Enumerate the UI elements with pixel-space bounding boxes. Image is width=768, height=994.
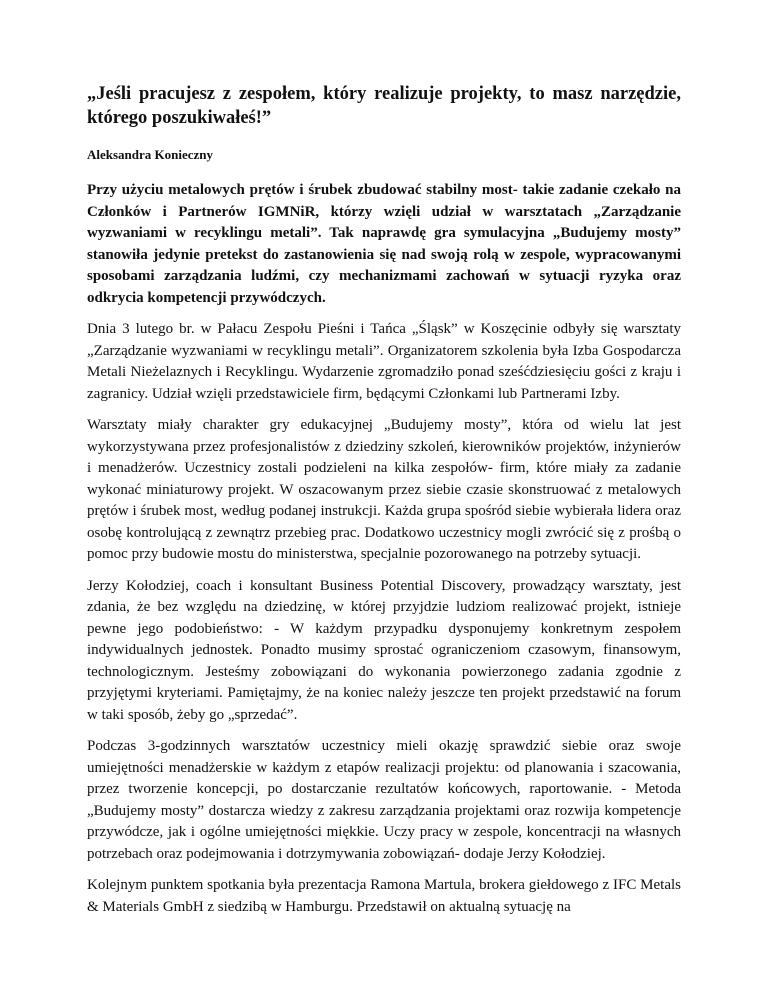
- article-paragraph: Podczas 3-godzinnych warsztatów uczestnicy mieli okazję sprawdzić siebie oraz swoje umiejętności menadżerskie w każdym z etapów realizacji projektu: od planowania i szacowania, przez tworzenie koncepcji, po dostarczanie rezultatów końcowych, raportowanie. - Metoda „Budujemy mosty” dostarcza wiedzy z zakresu zarządzania projektami oraz rozwija kompetencje przywódcze, jak i ogólne umiejętności miękkie. Uczy pracy w zespole, koncentracji na własnych potrzebach oraz podejmowania i dotrzymywania zobowiązań- dodaje Jerzy Kołodziej.: [87, 738, 681, 862]
- article-paragraph: Kolejnym punktem spotkania była prezentacja Ramona Martula, brokera giełdowego z IFC Metals & Materials GmbH z siedzibą w Hamburgu. Przedstawił on aktualną sytuację na: [87, 877, 681, 915]
- article-title: „Jeśli pracujesz z zespołem, który realizuje projekty, to masz narzędzie, którego poszukiwałeś!”: [87, 84, 681, 128]
- article-lead: Przy użyciu metalowych prętów i śrubek zbudować stabilny most- takie zadanie czekało na Członków i Partnerów IGMNiR, którzy wzięli udział w warsztatach „Zarządzanie wyzwaniami w recyklingu metali”. Tak naprawdę gra symulacyjna „Budujemy mosty” stanowiła jedynie pretekst do zastanowienia się nad swoją rolą w zespole, wypracowanymi sposobami zarządzania ludźmi, czy mechanizmami zachowań w sytuacji ryzyka oraz odkrycia kompetencji przywódczych.: [87, 182, 681, 306]
- article-paragraph: Jerzy Kołodziej, coach i konsultant Business Potential Discovery, prowadzący warsztaty, jest zdania, że bez względu na dziedzinę, w której przyjdzie ludziom realizować projekt, istnieje pewne jego podobieństwo: - W każdym przypadku dysponujemy konkretnym zespołem indywidualnych jednostek. Ponadto musimy sprostać ograniczeniom czasowym, finansowym, technologicznym. Jesteśmy zobowiązani do wykonania powierzonego zadania zgodnie z przyjętymi kryteriami. Pamiętajmy, że na koniec należy jeszcze ten projekt przedstawić na forum w taki sposób, żeby go „sprzedać”.: [87, 577, 681, 723]
- article-paragraph: Dnia 3 lutego br. w Pałacu Zespołu Pieśni i Tańca „Śląsk” w Koszęcinie odbyły się warsztaty „Zarządzanie wyzwaniami w recyklingu metali”. Organizatorem szkolenia była Izba Gospodarcza Metali Nieżelaznych i Recyklingu. Wydarzenie zgromadziło ponad sześćdziesięciu gości z kraju i zagranicy. Udział wzięli przedstawiciele firm, będącymi Członkami lub Partnerami Izby.: [87, 321, 681, 402]
- article-paragraph: Warsztaty miały charakter gry edukacyjnej „Budujemy mosty”, która od wielu lat jest wykorzystywana przez profesjonalistów z dziedziny szkoleń, kierowników projektów, inżynierów i menadżerów. Uczestnicy zostali podzieleni na kilka zespołów- firm, które miały za zadanie wykonać miniaturowy projekt. W oszacowanym przez siebie czasie skonstruować z metalowych prętów i śrubek most, według podanej instrukcji. Każda grupa spośród siebie wybierała lidera oraz osobę kontrolującą z zewnątrz przebieg prac. Dodatkowo uczestnicy mogli zwrócić się z prośbą o pomoc przy budowie mostu do ministerstwa, specjalnie pozorowanego na potrzeby sytuacji.: [87, 417, 681, 562]
- article-author: Aleksandra Konieczny: [87, 147, 214, 162]
